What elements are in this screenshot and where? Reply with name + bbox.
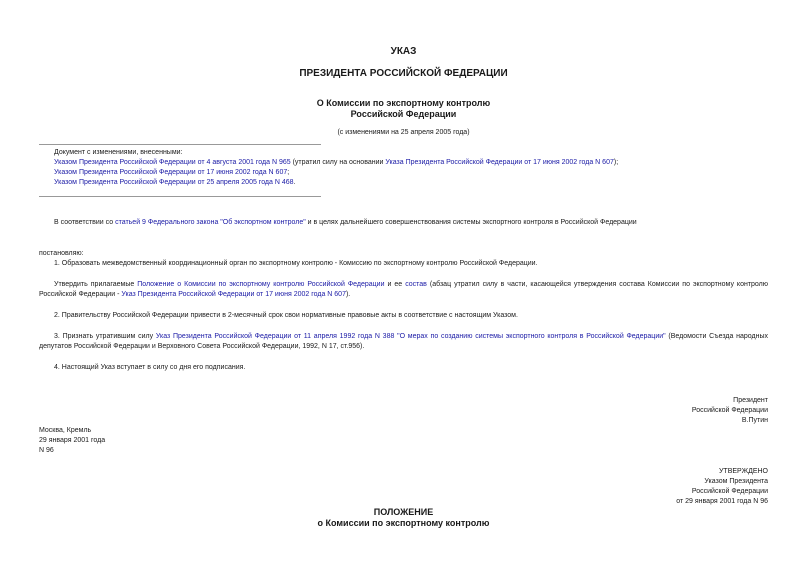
item-4 [39, 332, 768, 352]
changes-intro: Документ с изменениями, внесенными: [54, 149, 183, 156]
change-link-1b[interactable]: Указа Президента Российской Федерации от 17 июня 2002 года N 607 [385, 159, 614, 166]
approved-line-3: Российской Федерации [691, 488, 768, 495]
signature-line-1: Президент [733, 397, 768, 404]
regulation-link[interactable]: Положение о Комиссии по экспортному контролю Российской Федерации [137, 281, 385, 288]
change-item-3-end: . [293, 179, 296, 186]
preamble-text-a: В соответствии со [54, 219, 116, 226]
change-link-3[interactable]: Указом Президента Российской Федерации от 25 апреля 2005 года N 468 [54, 179, 294, 186]
item-4-text-a: 3. Признать утратившим силу [54, 333, 156, 340]
regulation-title: ПОЛОЖЕНИЕ [373, 507, 434, 517]
item-2-text-a: Утвердить прилагаемые [54, 281, 138, 288]
change-item-3 [54, 178, 768, 188]
changes-date-note: (с изменениями на 25 апреля 2005 года) [337, 129, 470, 136]
item-4-text-b: (Ведомости Съезда народных депутатов Российской Федерации и Верховного Совета Российской Федерации, 1992, N 17, ст.956). [39, 333, 769, 350]
change-item-1-mid: (утратил силу на основании [290, 159, 386, 166]
place-date-block [39, 426, 105, 456]
item-2-text-c: (абзац утратил силу в части, касающейся утверждения состава Комиссии по экспортному контролю Российской Федерации - [39, 281, 769, 298]
preamble [54, 218, 768, 228]
document-type: УКАЗ [390, 46, 417, 57]
item-2 [39, 280, 768, 300]
composition-link[interactable]: состав [405, 281, 427, 288]
regulation-subtitle: о Комиссии по экспортному контролю [317, 518, 490, 528]
decree-388-link[interactable]: Указ Президента Российской Федерации от 11 апреля 1992 года N 388 [155, 333, 395, 340]
subject-line-1: О Комиссии по экспортному контролю [316, 98, 491, 108]
preamble-text-b: и в целях дальнейшего совершенствования системы экспортного контроля в Российской Федерации [305, 219, 637, 226]
change-item-2 [54, 168, 768, 178]
change-item-1-end: ); [613, 159, 619, 166]
number: N 96 [39, 447, 54, 454]
signature-line-2: Российской Федерации [691, 407, 768, 414]
decree-388-title-link[interactable]: "О мерах по созданию системы экспортного контроля в Российской Федерации" [397, 333, 666, 340]
approved-block [540, 467, 768, 507]
item-1: 1. Образовать межведомственный координационный орган по экспортному контролю - Комиссию по экспортному контролю Российской Федерации. [54, 260, 538, 267]
divider-top [39, 144, 321, 145]
change-item-1 [54, 158, 768, 168]
item-5: 4. Настоящий Указ вступает в силу со дня его подписания. [54, 364, 246, 371]
document-subject [0, 98, 807, 120]
approved-line-2: Указом Президента [704, 478, 768, 485]
approved-line-4: от 29 января 2001 года N 96 [676, 498, 768, 505]
change-link-1[interactable]: Указом Президента Российской Федерации от 4 августа 2001 года N 965 [54, 159, 291, 166]
subject-line-2: Российской Федерации [350, 109, 457, 119]
decree-word: постановляю: [39, 250, 84, 257]
item-3: 2. Правительству Российской Федерации привести в 2-месячный срок свои нормативные правовые акты в соответствие с настоящим Указом. [54, 312, 518, 319]
law-link[interactable]: статьей 9 Федерального закона "Об экспортном контроле" [115, 219, 306, 226]
regulation-heading [0, 507, 807, 529]
item-2-text-b: и ее [384, 281, 406, 288]
change-item-2-end: ; [287, 169, 290, 176]
signature-block [540, 396, 768, 426]
issuer-title: ПРЕЗИДЕНТА РОССИЙСКОЙ ФЕДЕРАЦИИ [299, 68, 508, 79]
decree-607-link[interactable]: Указ Президента Российской Федерации от 17 июня 2002 года N 607 [121, 291, 346, 298]
changes-block [54, 148, 768, 188]
item-2-text-d: ). [345, 291, 351, 298]
divider-bottom [39, 196, 321, 197]
date: 29 января 2001 года [39, 437, 106, 444]
approved-line-1: УТВЕРЖДЕНО [718, 468, 768, 475]
place: Москва, Кремль [39, 427, 92, 434]
change-link-2[interactable]: Указом Президента Российской Федерации от 17 июня 2002 года N 607 [54, 169, 288, 176]
signature-line-3: В.Путин [741, 417, 768, 424]
